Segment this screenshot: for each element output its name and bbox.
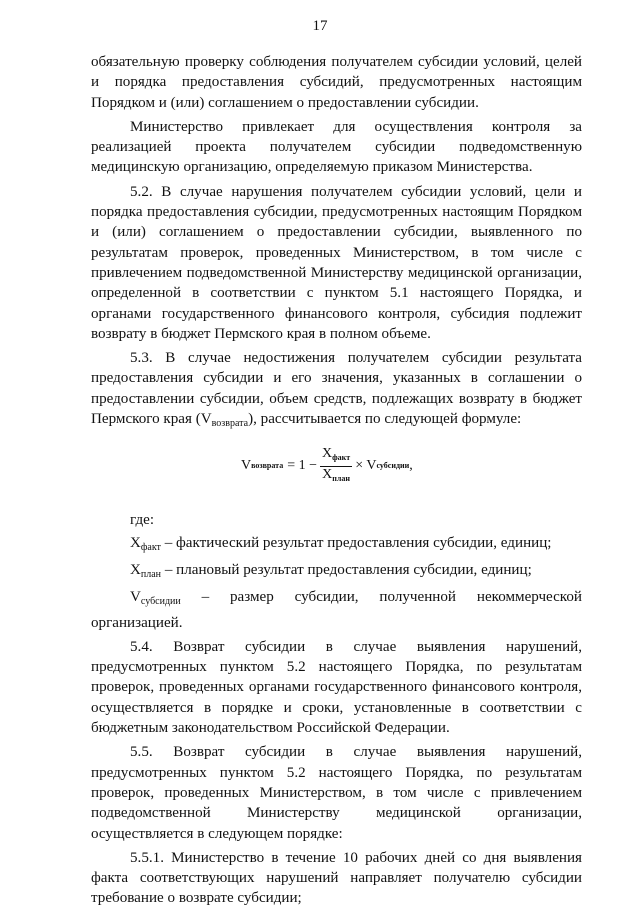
where-label: где: [130, 512, 155, 529]
def-text: – плановый результат предоставления субсидии, единиц; [161, 561, 532, 578]
paragraph-5-3 [91, 348, 582, 434]
p53-text: 5.3. В случае недостижения получателем субсидии результата предоставления субсидии и его значения, указанных в соглашении о предоставлении субсидии, объем средств, подлежащих возврату в бюджет Пермского края (V [91, 350, 582, 428]
formula-times: × V [355, 458, 377, 474]
definition-x-plan [91, 560, 582, 585]
def-symbol: V [130, 589, 141, 606]
formula-denominator [320, 467, 352, 487]
formula-tail-sub: субсидии [376, 461, 410, 471]
formula-den-sub: план [332, 473, 351, 483]
formula-comma: , [409, 458, 413, 474]
formula-num-symbol: X [322, 445, 333, 461]
paragraph-5-5-1: 5.5.1. Министерство в течение 10 рабочих дней со дня выявления факта соответствующих нарушений направляет получателю субсидии требование о возврате субсидии; [91, 849, 582, 907]
paragraph-continuation: обязательную проверку соблюдения получателем субсидии условий, целей и порядка предоставления субсидий, предусмотренных настоящим Порядком и (или) соглашением о предоставлении субсидии. [91, 54, 582, 111]
formula-numerator [320, 446, 352, 467]
p53-subscript: возврата [211, 418, 249, 430]
definition-v-subsidy [91, 587, 582, 633]
def-text: – размер субсидии, полученной некоммерческой организацией. [91, 589, 582, 631]
formula-v-sub: возврата [251, 461, 284, 471]
def-text: – фактический результат предоставления субсидии, единиц; [160, 534, 552, 551]
definition-x-fact [91, 533, 582, 558]
formula-fraction [320, 446, 352, 487]
formula-equals: = 1 − [287, 458, 317, 474]
def-subscript: план [140, 568, 162, 580]
def-symbol: X [130, 534, 141, 551]
paragraph-5-2: 5.2. В случае нарушения получателем субсидии условий, цели и порядка предоставления субсидии, предусмотренных настоящим Порядком и (или) соглашением о предоставлении субсидии, выявленного по результатам проверок, проведенных Министерством, в том числе с привлечением подведомственной Министерству медицинской организации, определенной в соответствии с пунктом 5.1 настоящего Порядка, и органами государственного финансового контроля, субсидия подлежит возврату в бюджет Пермского края в полном объеме. [91, 183, 582, 342]
formula-den-symbol: X [322, 466, 333, 482]
formula-v: V [241, 458, 252, 474]
def-subscript: факт [140, 541, 161, 553]
paragraph-5-4: 5.4. Возврат субсидии в случае выявления нарушений, предусмотренных пунктом 5.2 настоящего Порядка, по результатам проверок, проведенных органами государственного финансового контроля, осуществляется в порядке и сроки, установленные в соответствии с бюджетным законодательством Российской Федерации. [91, 638, 582, 737]
formula [91, 440, 582, 494]
paragraph-ministry-control: Министерство привлекает для осуществления контроля за реализацией проекта получателем субсидии подведомственную медицинскую организацию, определяемую приказом Министерства. [91, 118, 582, 176]
formula-equation [241, 442, 413, 490]
def-symbol: X [130, 561, 141, 578]
p53-tail: ), рассчитывается по следующей формуле: [248, 411, 522, 428]
formula-num-sub: факт [332, 452, 351, 462]
page-number: 17 [312, 18, 328, 34]
def-subscript: субсидии [140, 596, 181, 608]
document-body [91, 52, 582, 913]
paragraph-5-5: 5.5. Возврат субсидии в случае выявления нарушений, предусмотренных пунктом 5.2 настоящего Порядка, по результатам проверок, проведенных Министерством, в том числе с привлечением подведомственной Министерству медицинской организации, осуществляется в следующем порядке: [91, 744, 582, 842]
